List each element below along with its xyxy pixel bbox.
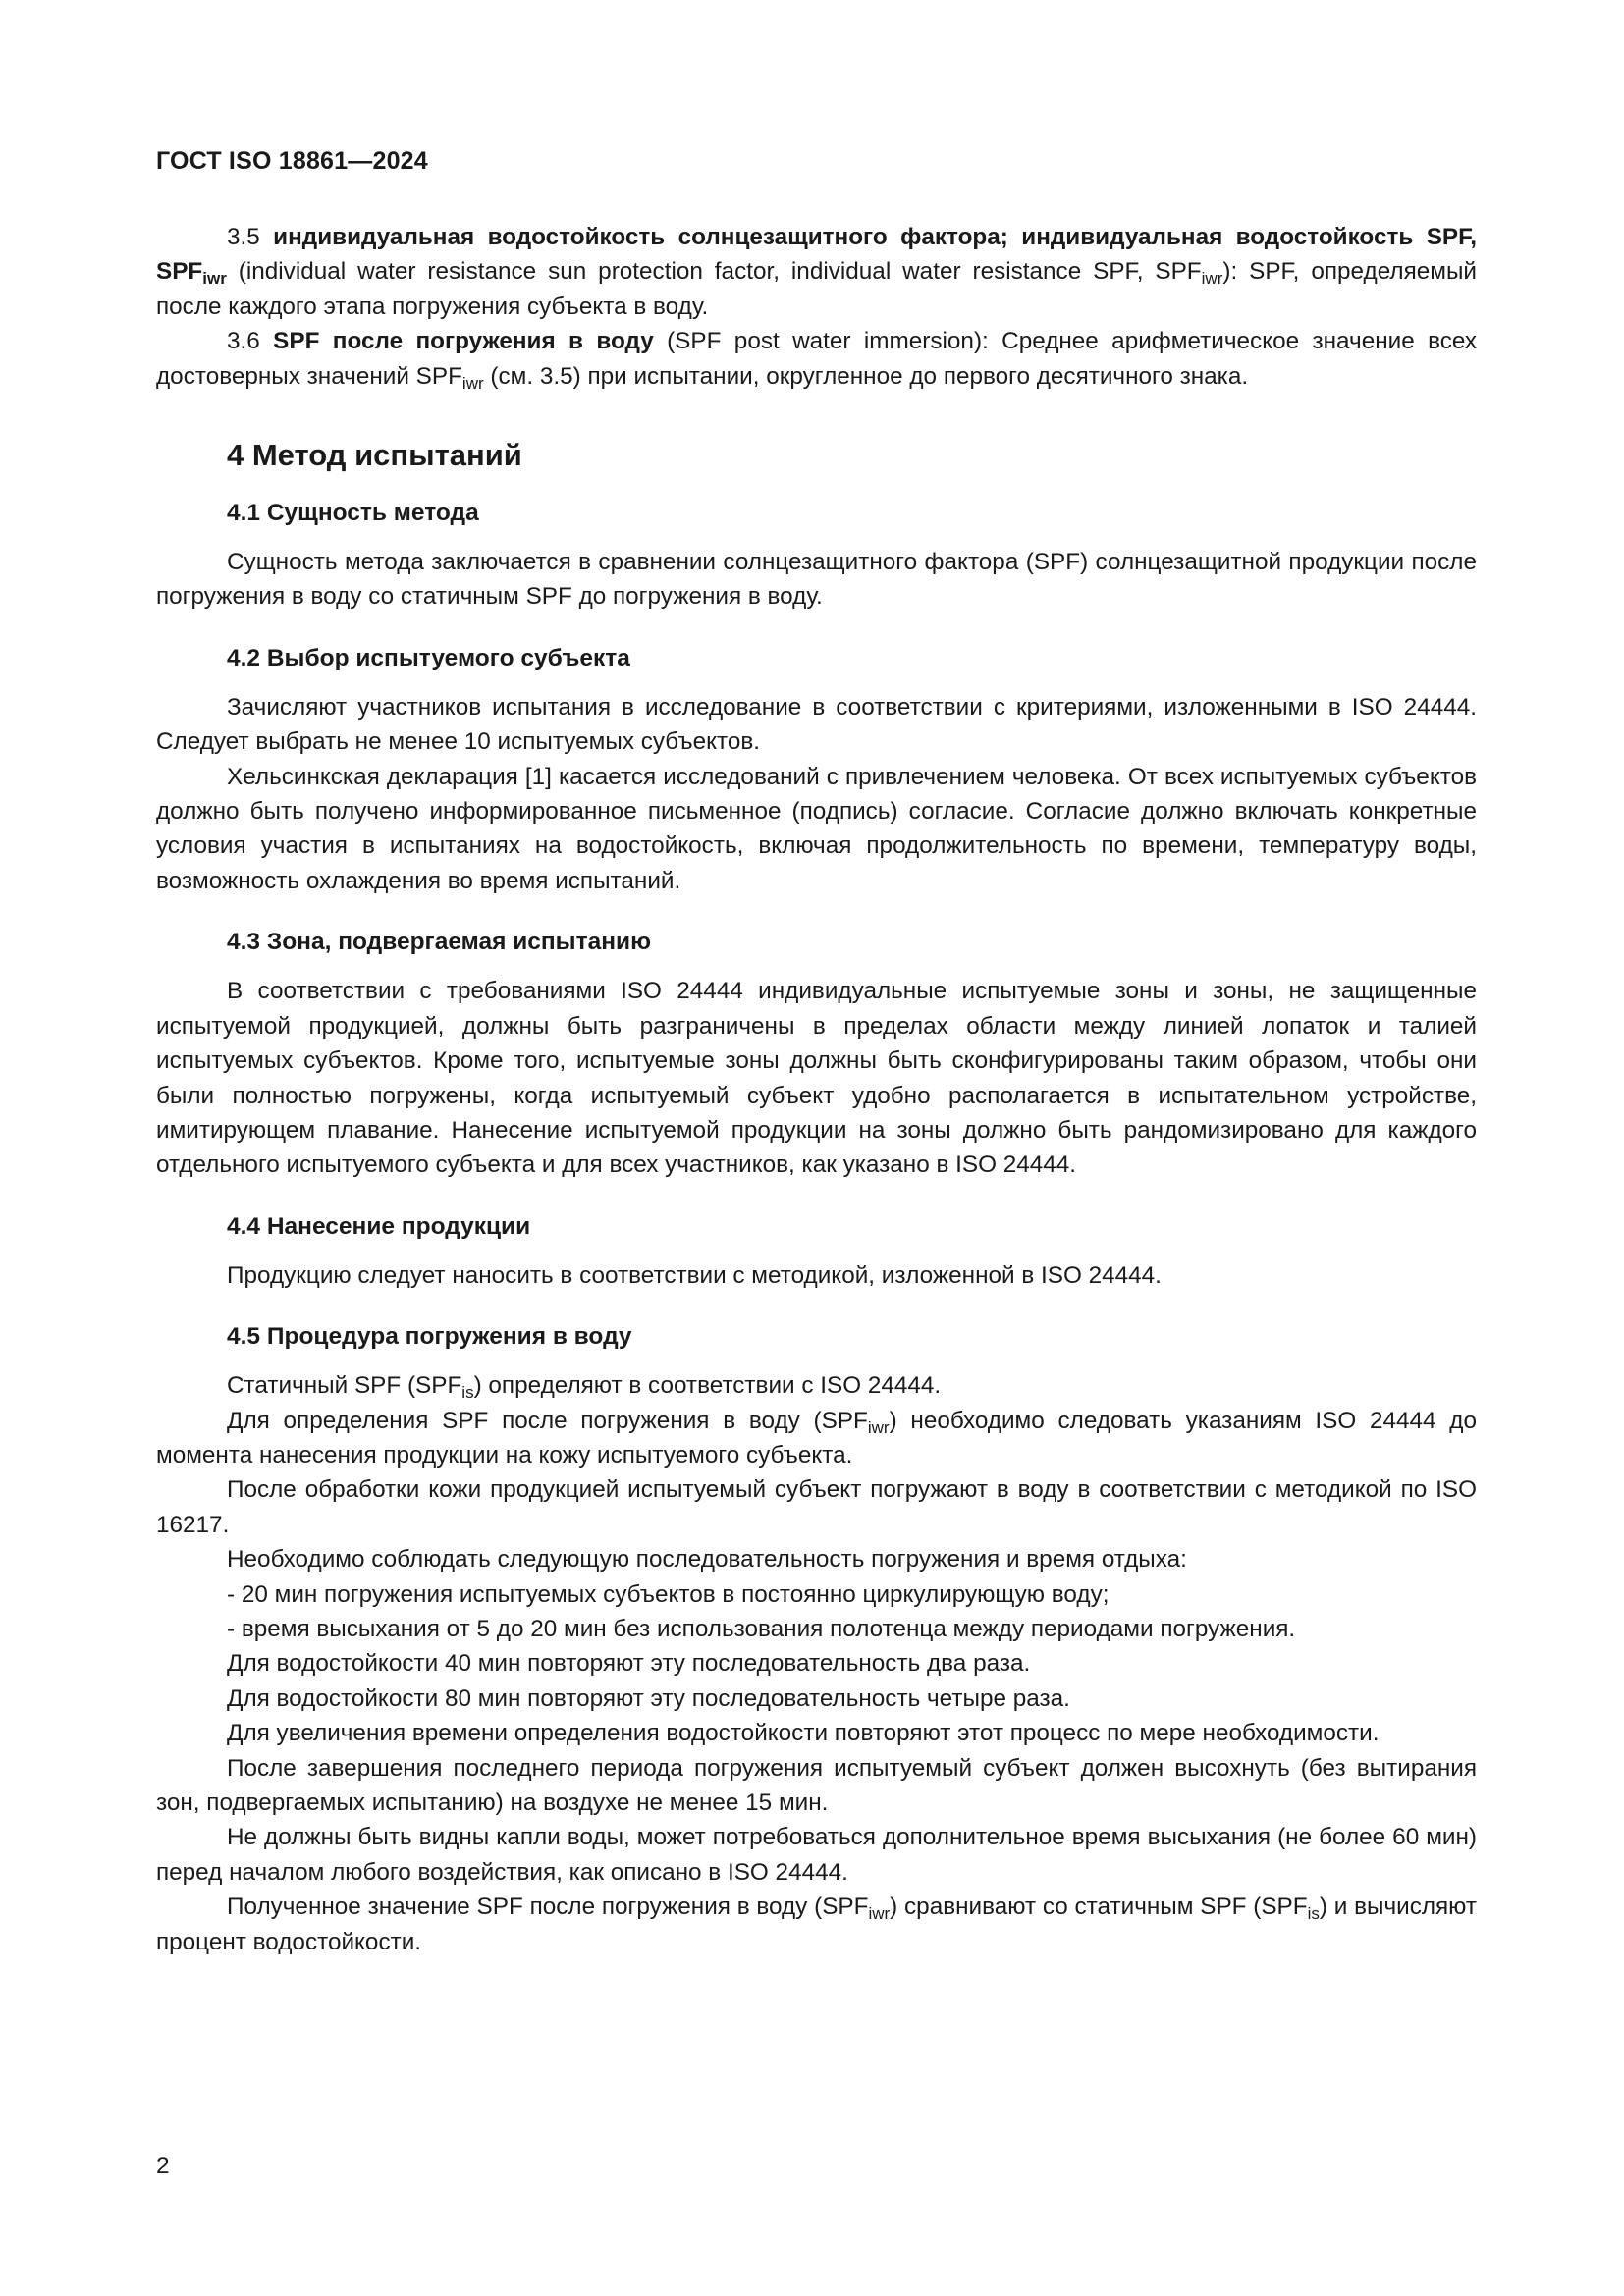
paragraph: Продукцию следует наносить в соответствии с методикой, изложенной в ISO 24444. xyxy=(227,1261,1162,1289)
page-number: 2 xyxy=(156,2153,170,2179)
paragraph: Статичный SPF $(SPF_{is})$ определяют в соответствии с ISO 24444. xyxy=(227,1372,942,1403)
paragraph: Для увеличения времени определения водостойкости повторяют этот процесс по мере необходимости. xyxy=(227,1720,1380,1747)
document-body xyxy=(156,220,1477,1959)
paragraph: Необходимо соблюдать следующую последовательность погружения и время отдыха: xyxy=(227,1546,1187,1574)
paragraph: Зачисляют участников испытания в исследование в соответствии с критериями, изложенными в ISO 24444. Следует выбрать не менее 10 испытуемых субъектов. xyxy=(156,693,1477,756)
paragraph: После обработки кожи продукцией испытуемый субъект погружают в воду в соответствии с методикой по ISO 16217. xyxy=(156,1476,1477,1538)
paragraph: Не должны быть видны капли воды, может потребоваться дополнительное время высыхания (не более 60 мин) перед началом любого воздействия, как описано в ISO 24444. xyxy=(156,1824,1477,1886)
paragraph: Хельсинкская декларация [1] касается исследований с привлечением человека. От всех испытуемых субъектов должно быть получено информированное письменное (подпись) согласие. Согласие должно включать конкретные условия участия в испытаниях на водостойкость, включая продолжительность по времени, температуру воды, возможность охлаждения во время испытаний. xyxy=(156,763,1477,894)
paragraph: Полученное значение SPF после погружения в воду $(SPF_{iwr})$ сравнивают со статичным SPF $(SPF_{is})$ и вычисляют процент водостойкости. xyxy=(156,1894,1477,1955)
section-4-heading: 4 Метод испытаний xyxy=(227,438,522,473)
list-item: - 20 мин погружения испытуемых субъектов в постоянно циркулирующую воду; xyxy=(227,1580,1110,1608)
paragraph: Для водостойкости 40 мин повторяют эту последовательность два раза. xyxy=(227,1650,1031,1678)
term-title: SPF после погружения в воду xyxy=(273,328,654,355)
paragraph: В соответствии с требованиями ISO 24444 индивидуальные испытуемые зоны и зоны, не защищенные испытуемой продукцией, должны быть разграничены в пределах области между линией лопаток и талией испытуемых субъектов. Кроме того, испытуемые зоны должны быть сконфигурированы таким образом, чтобы они были полностью погружены, когда испытуемый субъект удобно располагается в испытательном устройстве, имитирующем плавание. Нанесение испытуемой продукции на зоны должно быть рандомизировано для каждого отдельного испытуемого субъекта и для всех участников, как указано в ISO 24444. xyxy=(156,978,1477,1179)
term-title: индивидуальная водостойкость солнцезащитного фактора; индивидуальная водостойкость SPF, $SPF_{iwr}$ xyxy=(156,224,1478,289)
paragraph: После завершения последнего периода погружения испытуемый субъект должен высохнуть (без вытирания зон, подвергаемых испытанию) на воздухе не менее 15 мин. xyxy=(156,1754,1477,1816)
list-item: - время высыхания от 5 до 20 мин без использования полотенца между периодами погружения. xyxy=(227,1615,1296,1642)
term-number: 3.6 xyxy=(227,328,274,355)
term-number: 3.5 xyxy=(227,224,274,250)
term-3-6: 3.6 SPF после погружения в воду (SPF post water immersion): Среднее арифметическое значение всех достоверных значений $SPF_{iwr}$ (см. 3.5) при испытании, округленное до первого десятичного знака. xyxy=(156,328,1477,393)
term-3-5: 3.5 индивидуальная водостойкость солнцезащитного фактора; индивидуальная водостойкость SPF, $SPF_{iwr}$ (individual water resistance sun protection factor, individual water resistance SPF, $SPF_{iwr}$): SPF, определяемый после каждого этапа погружения субъекта в воду. xyxy=(156,224,1478,320)
section-4-1-heading: 4.1 Сущность метода xyxy=(227,500,479,527)
section-4-4-heading: 4.4 Нанесение продукции xyxy=(227,1212,531,1240)
term-text: (SPF post water immersion): Среднее арифметическое значение всех достоверных значений SPF xyxy=(156,328,1477,390)
term-text: (individual water resistance sun protection factor, individual water resistance SPF, SPF xyxy=(226,258,1202,286)
section-4-5-heading: 4.5 Процедура погружения в воду xyxy=(227,1323,632,1351)
paragraph: Для водостойкости 80 мин повторяют эту последовательность четыре раза. xyxy=(227,1684,1070,1712)
section-4-3-heading: 4.3 Зона, подвергаемая испытанию xyxy=(227,929,652,956)
section-4-2-heading: 4.2 Выбор испытуемого субъекта xyxy=(227,644,630,671)
paragraph: Сущность метода заключается в сравнении солнцезащитного фактора (SPF) солнцезащитной продукции после погружения в воду со статичным SPF до погружения в воду. xyxy=(156,549,1477,611)
term-definition: (см. 3.5) при испытании, округленное до первого десятичного знака. xyxy=(483,362,1249,390)
term-definition: ): SPF, определяемый после каждого этапа погружения субъекта в воду. xyxy=(156,258,1477,320)
paragraph: Для определения SPF после погружения в воду $(SPF_{iwr})$ необходимо следовать указаниям ISO 24444 до момента нанесения продукции на кожу испытуемого субъекта. xyxy=(156,1407,1477,1468)
document-header: ГОСТ ISO 18861—2024 xyxy=(156,147,428,175)
